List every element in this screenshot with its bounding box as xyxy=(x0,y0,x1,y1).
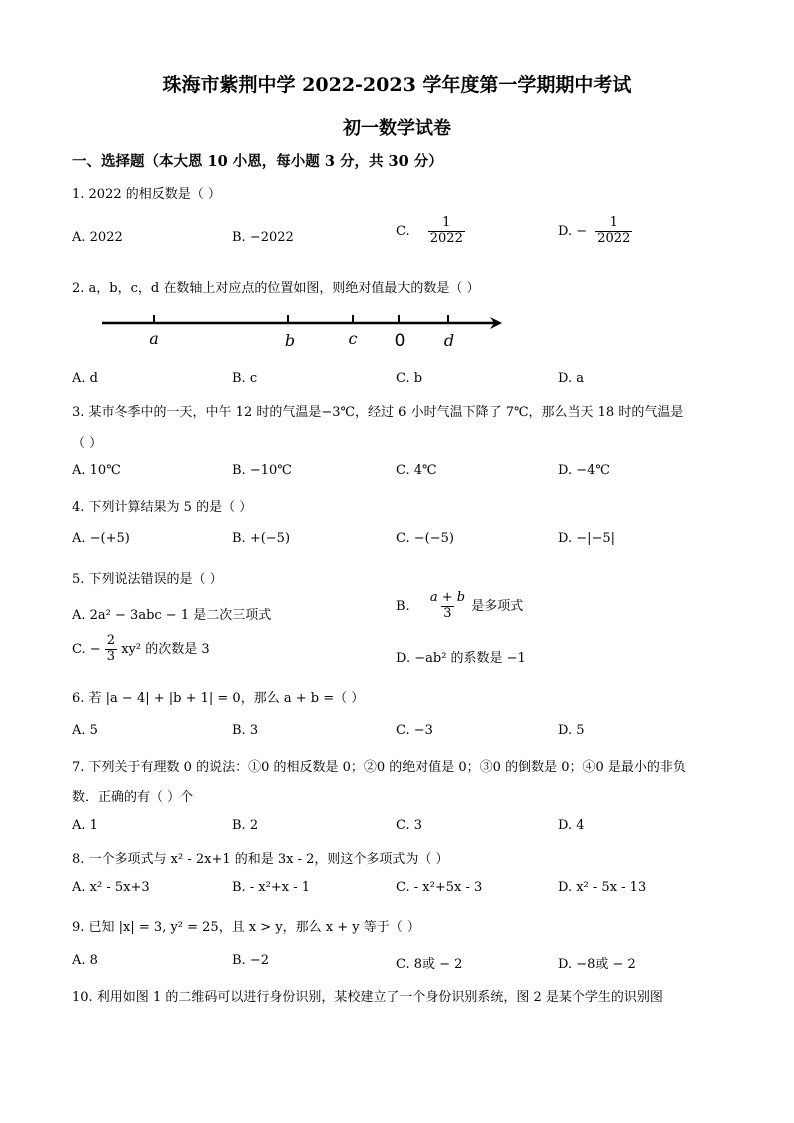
question-9-stem: 9. 已知 |x| = 3, y² = 25，且 x > y，那么 x + y 等于（ ） xyxy=(72,920,420,935)
question-8-stem: 8. 一个多项式与 x² - 2x+1 的和是 3x - 2，则这个多项式为（ ） xyxy=(72,852,449,867)
exam-subtitle: 初一数学试卷 xyxy=(343,118,451,139)
q9-option-a: A. 8 xyxy=(72,953,98,968)
q1-option-a: A. 2022 xyxy=(72,230,123,245)
q2-option-b: B. c xyxy=(232,371,258,386)
q2-option-d: D. a xyxy=(558,371,584,386)
q5-option-b-label: B. xyxy=(396,598,410,614)
q5-option-c-fraction xyxy=(105,634,117,665)
q7-option-d: D. 4 xyxy=(558,818,585,833)
q8-option-b: B. - x²+x - 1 xyxy=(232,880,311,895)
fraction-denominator: 2022 xyxy=(597,230,631,246)
fraction-denominator: 3 xyxy=(443,605,452,621)
q5-option-c xyxy=(72,634,210,665)
q5-option-b-fraction xyxy=(428,591,467,622)
fraction-numerator: a + b xyxy=(429,590,466,605)
q5-option-d: D. −ab² 的系数是 −1 xyxy=(396,651,526,666)
q7-option-b: B. 2 xyxy=(232,818,259,833)
fraction-numerator: 1 xyxy=(442,215,451,230)
axis-label-c: c xyxy=(348,329,358,348)
q7-option-c: C. 3 xyxy=(396,818,423,833)
question-6-stem: 6. 若 |a − 4| + |b + 1| = 0，那么 a + b =（ ） xyxy=(72,691,365,706)
fraction-numerator: 1 xyxy=(609,215,618,230)
q8-option-d: D. x² - 5x - 13 xyxy=(558,880,647,895)
q6-option-a: A. 5 xyxy=(72,723,98,738)
fraction-numerator: 2 xyxy=(106,633,116,648)
q3-option-c: C. 4℃ xyxy=(396,463,437,478)
q1-option-b: B. −2022 xyxy=(232,230,294,245)
q5-option-b-tail: 是多项式 xyxy=(471,598,524,614)
number-line-figure xyxy=(98,308,508,352)
q1-option-d-fraction xyxy=(595,216,632,247)
q1-option-c-label: C. xyxy=(396,223,410,239)
axis-label-d: d xyxy=(443,331,455,350)
q1-option-c xyxy=(396,216,465,247)
q9-option-d: D. −8或 − 2 xyxy=(558,957,636,972)
question-10-stem: 10. 利用如图 1 的二维码可以进行身份识别，某校建立了一个身份识别系统，图 2 是某个学生的识别图 xyxy=(72,990,663,1005)
q6-option-d: D. 5 xyxy=(558,723,585,738)
q1-option-d xyxy=(558,216,632,247)
question-7-stem-line1: 7. 下列关于有理数 0 的说法：①0 的相反数是 0；②0 的绝对值是 0；③0 的倒数是 0；④0 是最小的非负 xyxy=(72,760,686,775)
q5-option-c-label: C. − xyxy=(72,641,101,657)
question-3-stem-line1: 3. 某市冬季中的一天，中午 12 时的气温是−3℃，经过 6 小时气温下降了 7℃，那么当天 18 时的气温是 xyxy=(72,405,684,420)
q6-option-b: B. 3 xyxy=(232,723,259,738)
q3-option-b: B. −10℃ xyxy=(232,463,292,478)
q1-option-c-fraction xyxy=(428,216,465,247)
q6-option-c: C. −3 xyxy=(396,723,433,738)
q5-option-b xyxy=(396,591,523,622)
fraction-denominator: 2022 xyxy=(429,230,463,246)
q2-option-c: C. b xyxy=(396,371,423,386)
q4-option-b: B. +(−5) xyxy=(232,531,291,546)
axis-label-zero: 0 xyxy=(394,331,406,351)
q4-option-d: D. −|−5| xyxy=(558,531,616,546)
section-heading: 一、选择题（本大恩 10 小恩，每小题 3 分，共 30 分） xyxy=(72,153,443,170)
q4-option-c: C. −(−5) xyxy=(396,531,454,546)
question-1-stem: 1. 2022 的相反数是（ ） xyxy=(72,187,221,202)
question-5-stem: 5. 下列说法错误的是（ ） xyxy=(72,572,223,587)
question-3-stem-line2: （ ） xyxy=(72,436,103,451)
q2-option-a: A. d xyxy=(72,371,98,386)
q9-option-b: B. −2 xyxy=(232,953,269,968)
question-7-stem-line2: 数．正确的有（ ）个 xyxy=(72,790,194,805)
axis-label-a: a xyxy=(149,329,159,348)
q9-option-c: C. 8或 − 2 xyxy=(396,957,463,972)
q7-option-a: A. 1 xyxy=(72,818,98,833)
axis-label-b: b xyxy=(284,331,296,350)
q1-option-d-label: D. − xyxy=(558,223,588,239)
fraction-denominator: 3 xyxy=(106,648,116,664)
q3-option-a: A. 10℃ xyxy=(72,463,121,478)
q5-option-c-tail: xy² 的次数是 3 xyxy=(121,641,210,657)
question-2-stem: 2. a，b，c，d 在数轴上对应点的位置如图，则绝对值最大的数是（ ） xyxy=(72,281,480,296)
q5-option-a: A. 2a² − 3abc − 1 是二次三项式 xyxy=(72,608,272,623)
q8-option-c: C. - x²+5x - 3 xyxy=(396,880,483,895)
q4-option-a: A. −(+5) xyxy=(72,531,130,546)
question-4-stem: 4. 下列计算结果为 5 的是（ ） xyxy=(72,500,253,515)
q8-option-a: A. x² - 5x+3 xyxy=(72,880,150,895)
q3-option-d: D. −4℃ xyxy=(558,463,610,478)
exam-title: 珠海市紫荆中学 2022-2023 学年度第一学期期中考试 xyxy=(162,74,632,96)
